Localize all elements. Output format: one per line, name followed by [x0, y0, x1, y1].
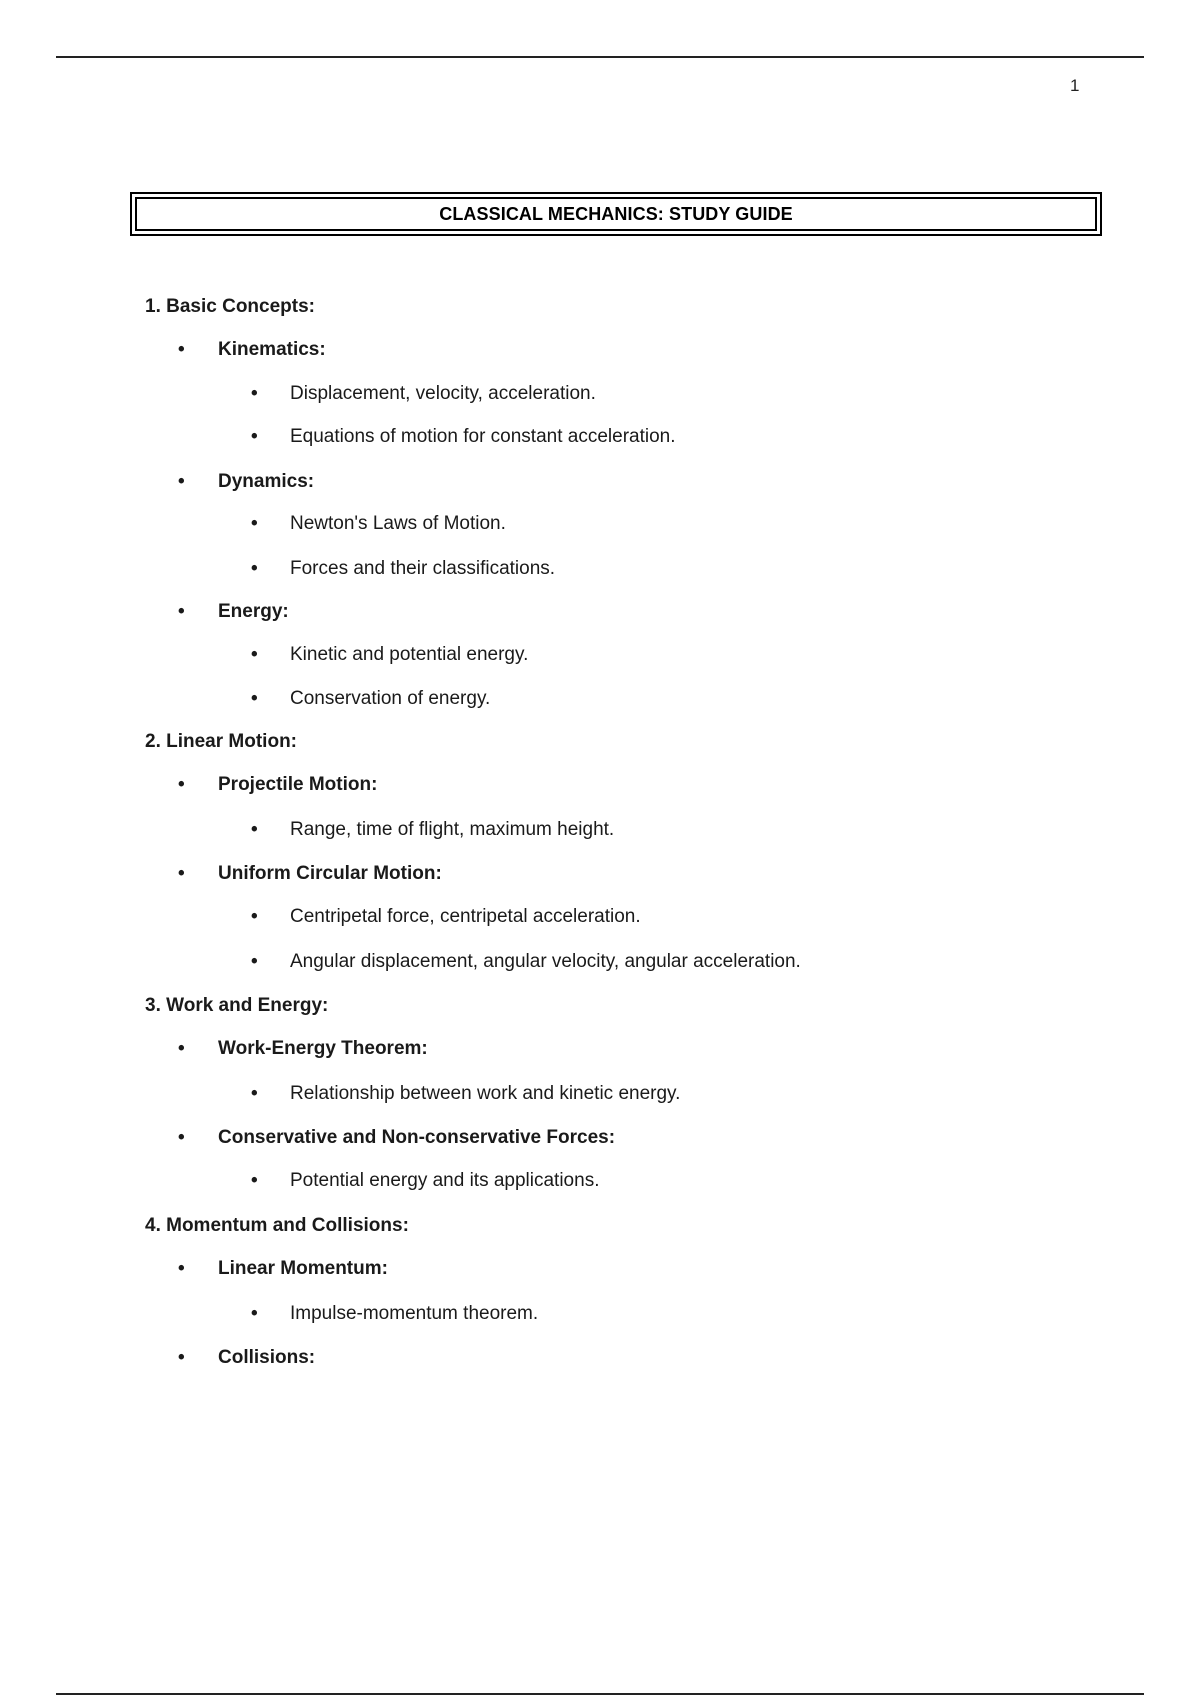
- bullet-icon: •: [251, 383, 258, 404]
- bullet-icon: •: [178, 601, 185, 622]
- bullet-icon: •: [251, 1083, 258, 1104]
- section-heading: 3. Work and Energy:: [145, 995, 329, 1016]
- topic-label: Kinematics:: [218, 339, 326, 360]
- bullet-icon: •: [178, 774, 185, 795]
- bullet-icon: •: [251, 688, 258, 709]
- topic-item: [178, 1037, 428, 1061]
- topic-item: [178, 338, 326, 362]
- bullet-icon: •: [178, 1347, 185, 1368]
- detail-text: Potential energy and its applications.: [290, 1170, 600, 1191]
- topic-item: [178, 1346, 315, 1370]
- bullet-icon: •: [251, 558, 258, 579]
- detail-text: Equations of motion for constant acceleration.: [290, 426, 676, 447]
- topic-label: Dynamics:: [218, 471, 315, 492]
- detail-item: [251, 950, 801, 974]
- topic-label: Projectile Motion:: [218, 774, 378, 795]
- detail-text: Centripetal force, centripetal acceleration.: [290, 906, 641, 927]
- detail-item: [251, 1302, 538, 1326]
- detail-item: [251, 818, 614, 842]
- footer-rule: [56, 1693, 1144, 1695]
- section-heading: 2. Linear Motion:: [145, 731, 297, 752]
- detail-text: Newton's Laws of Motion.: [290, 513, 506, 534]
- detail-text: Impulse-momentum theorem.: [290, 1303, 539, 1324]
- bullet-icon: •: [178, 1127, 185, 1148]
- bullet-icon: •: [178, 339, 185, 360]
- detail-item: [251, 1169, 599, 1193]
- detail-item: [251, 687, 490, 711]
- detail-item: [251, 425, 676, 449]
- topic-item: [178, 773, 377, 797]
- detail-text: Displacement, velocity, acceleration.: [290, 383, 596, 404]
- bullet-icon: •: [251, 819, 258, 840]
- document-title: CLASSICAL MECHANICS: STUDY GUIDE: [439, 203, 793, 224]
- detail-item: [251, 643, 528, 667]
- detail-item: [251, 1082, 680, 1106]
- bullet-icon: •: [251, 426, 258, 447]
- topic-label: Energy:: [218, 601, 289, 622]
- bullet-icon: •: [178, 1258, 185, 1279]
- topic-label: Collisions:: [218, 1347, 316, 1368]
- topic-item: [178, 470, 314, 494]
- bullet-icon: •: [178, 863, 185, 884]
- bullet-icon: •: [251, 906, 258, 927]
- detail-text: Angular displacement, angular velocity, angular acceleration.: [290, 951, 801, 972]
- bullet-icon: •: [178, 1038, 185, 1059]
- bullet-icon: •: [251, 1170, 258, 1191]
- section-heading: 4. Momentum and Collisions:: [145, 1215, 409, 1236]
- bullet-icon: •: [251, 644, 258, 665]
- page-number: 1: [1070, 76, 1080, 95]
- bullet-icon: •: [251, 951, 258, 972]
- detail-item: [251, 905, 641, 929]
- topic-label: Work-Energy Theorem:: [218, 1038, 428, 1059]
- topic-item: [178, 600, 289, 624]
- detail-item: [251, 382, 596, 406]
- detail-text: Range, time of flight, maximum height.: [290, 819, 615, 840]
- detail-text: Conservation of energy.: [290, 688, 491, 709]
- topic-item: [178, 1126, 615, 1150]
- topic-label: Linear Momentum:: [218, 1258, 388, 1279]
- section-heading: 1. Basic Concepts:: [145, 296, 315, 317]
- topic-item: [178, 862, 442, 886]
- bullet-icon: •: [251, 1303, 258, 1324]
- bullet-icon: •: [178, 471, 185, 492]
- detail-item: [251, 512, 506, 536]
- topic-label: Uniform Circular Motion:: [218, 863, 442, 884]
- detail-text: Forces and their classifications.: [290, 558, 556, 579]
- detail-item: [251, 557, 555, 581]
- topic-item: [178, 1257, 388, 1281]
- detail-text: Relationship between work and kinetic energy.: [290, 1083, 681, 1104]
- bullet-icon: •: [251, 513, 258, 534]
- detail-text: Kinetic and potential energy.: [290, 644, 529, 665]
- topic-label: Conservative and Non-conservative Forces:: [218, 1127, 616, 1148]
